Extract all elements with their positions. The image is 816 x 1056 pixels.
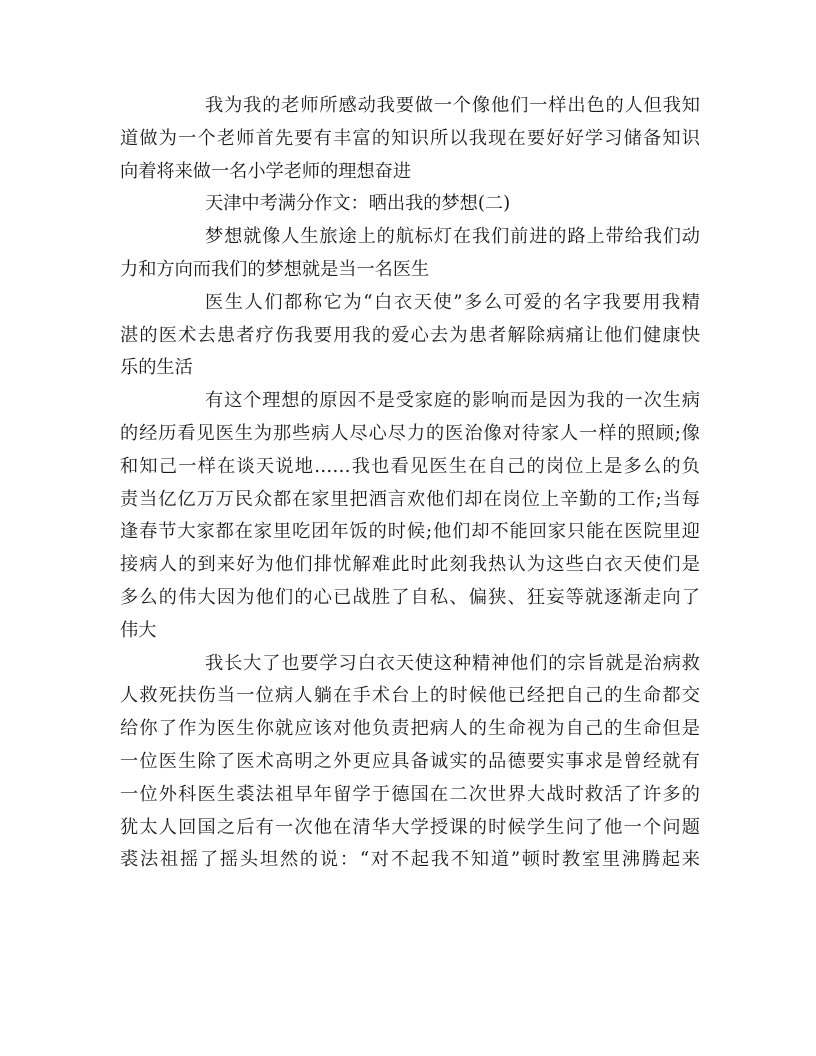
text-line: 向着将来做一名小学老师的理想奋进 (120, 160, 412, 182)
text-line: 和知己一样在谈天说地……我也看见医生在自己的岗位上是多么的负 (120, 455, 700, 477)
text-line: 多么的伟大因为他们的心已战胜了自私、偏狭、狂妄等就逐渐走向了 (120, 586, 700, 608)
paragraph-white-angel (120, 287, 700, 385)
paragraph-reason (120, 385, 700, 647)
section-heading (120, 188, 700, 221)
text-line: 犹太人回国之后有一次他在清华大学授课的时候学生问了他一个问题 (120, 816, 700, 838)
text-line: 我长大了也要学习白衣天使这种精神他们的宗旨就是治病救 (205, 652, 700, 674)
paragraph-teacher-dream (120, 90, 700, 188)
text-line: 道做为一个老师首先要有丰富的知识所以我现在要好好学习储备知识 (120, 127, 700, 149)
text-line: 一位外科医生裘法祖早年留学于德国在二次世界大战时救活了许多的 (120, 783, 700, 805)
text-line: 我为我的老师所感动我要做一个像他们一样出色的人但我知 (205, 95, 700, 116)
paragraph-dream-intro (120, 221, 700, 287)
text-line: 有这个理想的原因不是受家庭的影响而是因为我的一次生病 (205, 390, 700, 412)
heading-line: 天津中考满分作文：晒出我的梦想(二) (205, 193, 511, 215)
text-line: 接病人的到来好为他们排忧解难此时此刻我热认为这些白衣天使们是 (120, 554, 700, 576)
text-line: 乐的生活 (120, 357, 193, 379)
text-line: 湛的医术去患者疗伤我要用我的爱心去为患者解除病痛让他们健康快 (120, 324, 700, 346)
text-line: 力和方向而我们的梦想就是当一名医生 (120, 258, 430, 280)
text-line: 给你了作为医生你就应该对他负责把病人的生命视为自己的生命但是 (120, 718, 700, 740)
text-line: 逢春节大家都在家里吃团年饭的时候;他们却不能回家只能在医院里迎 (120, 521, 700, 543)
text-line: 医生人们都称它为“白衣天使”多么可爱的名字我要用我精 (205, 291, 700, 313)
text-line: 的经历看见医生为那些病人尽心尽力的医治像对待家人一样的照顾;像 (120, 422, 700, 444)
text-line: 责当亿亿万万民众都在家里把酒言欢他们却在岗位上辛勤的工作;当每 (120, 488, 700, 510)
document-body (120, 90, 700, 877)
text-line: 伟大 (120, 619, 157, 641)
text-line: 一位医生除了医术高明之外更应具备诚实的品德要实事求是曾经就有 (120, 750, 700, 772)
text-line: 裘法祖摇了摇头坦然的说：“对不起我不知道”顿时教室里沸腾起来 (120, 849, 700, 871)
paragraph-future (120, 648, 700, 878)
text-line: 梦想就像人生旅途上的航标灯在我们前进的路上带给我们动 (205, 226, 700, 248)
text-line: 人救死扶伤当一位病人躺在手术台上的时候他已经把自己的生命都交 (120, 685, 700, 707)
